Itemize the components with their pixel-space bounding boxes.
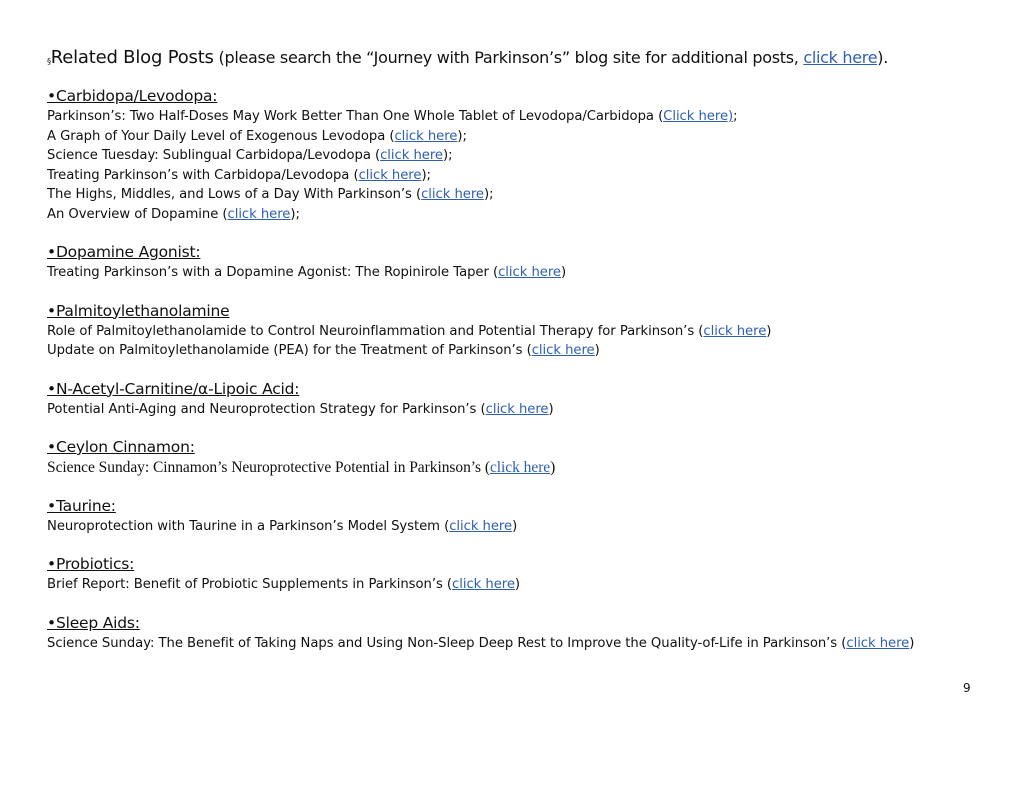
blog-post-title: An Overview of Dopamine ( xyxy=(47,206,228,222)
section xyxy=(47,437,1007,478)
click-here-link[interactable]: click here xyxy=(380,148,443,163)
section xyxy=(47,554,1007,595)
click-here-link[interactable]: click here xyxy=(531,343,595,358)
blog-post-entry xyxy=(47,458,1007,478)
entry-punctuation: ); xyxy=(290,206,300,222)
blog-post-entry xyxy=(47,400,1007,420)
entry-punctuation: ); xyxy=(442,148,453,163)
blog-post-entry xyxy=(47,127,1007,147)
click-here-link[interactable]: click here xyxy=(485,401,549,417)
click-here-link[interactable]: click here xyxy=(489,459,551,476)
blog-post-title: Potential Anti-Aging and Neuroprotection Strategy for Parkinson’s ( xyxy=(47,401,486,417)
document-page xyxy=(47,46,1007,653)
entry-punctuation: ) xyxy=(766,323,772,339)
entry-punctuation: ) xyxy=(512,518,518,534)
related-posts-title: Related Blog Posts xyxy=(50,47,214,68)
blog-post-entry xyxy=(47,107,1007,127)
blog-post-title: Update on Palmitoylethanolamide (PEA) for the Treatment of Parkinson’s ( xyxy=(47,343,532,358)
blog-post-title: Parkinson’s: Two Half-Doses May Work Better Than One Whole Tablet of Levodopa/Carbidopa ( xyxy=(47,109,664,124)
blog-post-entry xyxy=(47,634,1007,654)
blog-post-entry xyxy=(47,517,1007,537)
click-here-link[interactable]: click here xyxy=(421,187,484,202)
click-here-link[interactable]: click here xyxy=(452,577,515,592)
entry-punctuation: ); xyxy=(483,187,494,202)
blog-post-title: Science Sunday: Cinnamon’s Neuroprotective Potential in Parkinson’s ( xyxy=(47,459,490,476)
blog-post-title: Neuroprotection with Taurine in a Parkinson’s Model System ( xyxy=(47,518,450,534)
blog-post-entry xyxy=(47,205,1007,225)
entry-punctuation: ; xyxy=(733,109,738,124)
blog-post-entry xyxy=(47,575,1007,595)
section xyxy=(47,242,1007,283)
blog-post-title: Role of Palmitoylethanolamide to Control Neuroinflammation and Potential Therapy for Parkinson’s ( xyxy=(47,323,704,339)
blog-post-title: Treating Parkinson’s with Carbidopa/Levodopa ( xyxy=(47,167,359,183)
header-note: (please search the “Journey with Parkinson’s” blog site for additional posts, xyxy=(218,48,804,67)
blog-site-link[interactable]: click here xyxy=(803,48,878,67)
entry-punctuation: ) xyxy=(560,265,567,280)
section-marker: § xyxy=(47,57,51,66)
related-posts-header xyxy=(47,46,1007,70)
sections-container xyxy=(47,86,1007,653)
section-heading: •Ceylon Cinnamon: xyxy=(47,438,195,456)
blog-post-title: Brief Report: Benefit of Probiotic Supplements in Parkinson’s ( xyxy=(47,577,453,592)
section-heading: •Palmitoylethanolamine xyxy=(47,301,230,320)
blog-post-title: Science Sunday: The Benefit of Taking Naps and Using Non-Sleep Deep Rest to Improve the Quality-of-Life in Parkinson’s ( xyxy=(47,635,847,651)
section xyxy=(47,613,1007,654)
blog-post-entry xyxy=(47,146,1007,166)
blog-post-entry xyxy=(47,322,1007,342)
click-here-link[interactable]: click here xyxy=(358,167,422,183)
section-heading: •Dopamine Agonist: xyxy=(47,243,201,261)
section xyxy=(47,496,1007,537)
blog-post-title: Treating Parkinson’s with a Dopamine Agonist: The Ropinirole Taper ( xyxy=(47,265,499,280)
section xyxy=(47,301,1007,361)
entry-punctuation: ) xyxy=(514,577,521,592)
click-here-link[interactable]: Click here) xyxy=(663,109,734,124)
blog-post-entry xyxy=(47,263,1007,283)
entry-punctuation: ); xyxy=(457,128,467,144)
blog-post-entry xyxy=(47,341,1007,361)
click-here-link[interactable]: click here xyxy=(227,206,291,222)
click-here-link[interactable]: click here xyxy=(498,265,561,280)
header-note-end: ). xyxy=(877,48,888,67)
entry-punctuation: ) xyxy=(594,343,600,358)
section-heading: •Taurine: xyxy=(47,496,116,515)
section-heading: •Probiotics: xyxy=(47,555,135,573)
section xyxy=(47,86,1007,224)
section-heading: •N-Acetyl-Carnitine/α-Lipoic Acid: xyxy=(47,379,300,398)
section xyxy=(47,379,1007,420)
blog-post-title: A Graph of Your Daily Level of Exogenous Levodopa ( xyxy=(47,128,395,144)
entry-punctuation: ) xyxy=(550,459,556,476)
click-here-link[interactable]: click here xyxy=(394,128,458,144)
blog-post-title: Science Tuesday: Sublingual Carbidopa/Levodopa ( xyxy=(47,148,381,163)
click-here-link[interactable]: click here xyxy=(703,323,767,339)
blog-post-entry xyxy=(47,185,1007,205)
page-number: 9 xyxy=(963,681,971,695)
section-heading: •Carbidopa/Levodopa: xyxy=(47,87,218,105)
section-heading: •Sleep Aids: xyxy=(47,613,140,632)
click-here-link[interactable]: click here xyxy=(846,635,910,651)
entry-punctuation: ); xyxy=(421,167,431,183)
blog-post-title: The Highs, Middles, and Lows of a Day With Parkinson’s ( xyxy=(47,187,422,202)
click-here-link[interactable]: click here xyxy=(449,518,513,534)
entry-punctuation: ) xyxy=(548,401,554,417)
blog-post-entry xyxy=(47,166,1007,186)
entry-punctuation: ) xyxy=(909,635,915,651)
